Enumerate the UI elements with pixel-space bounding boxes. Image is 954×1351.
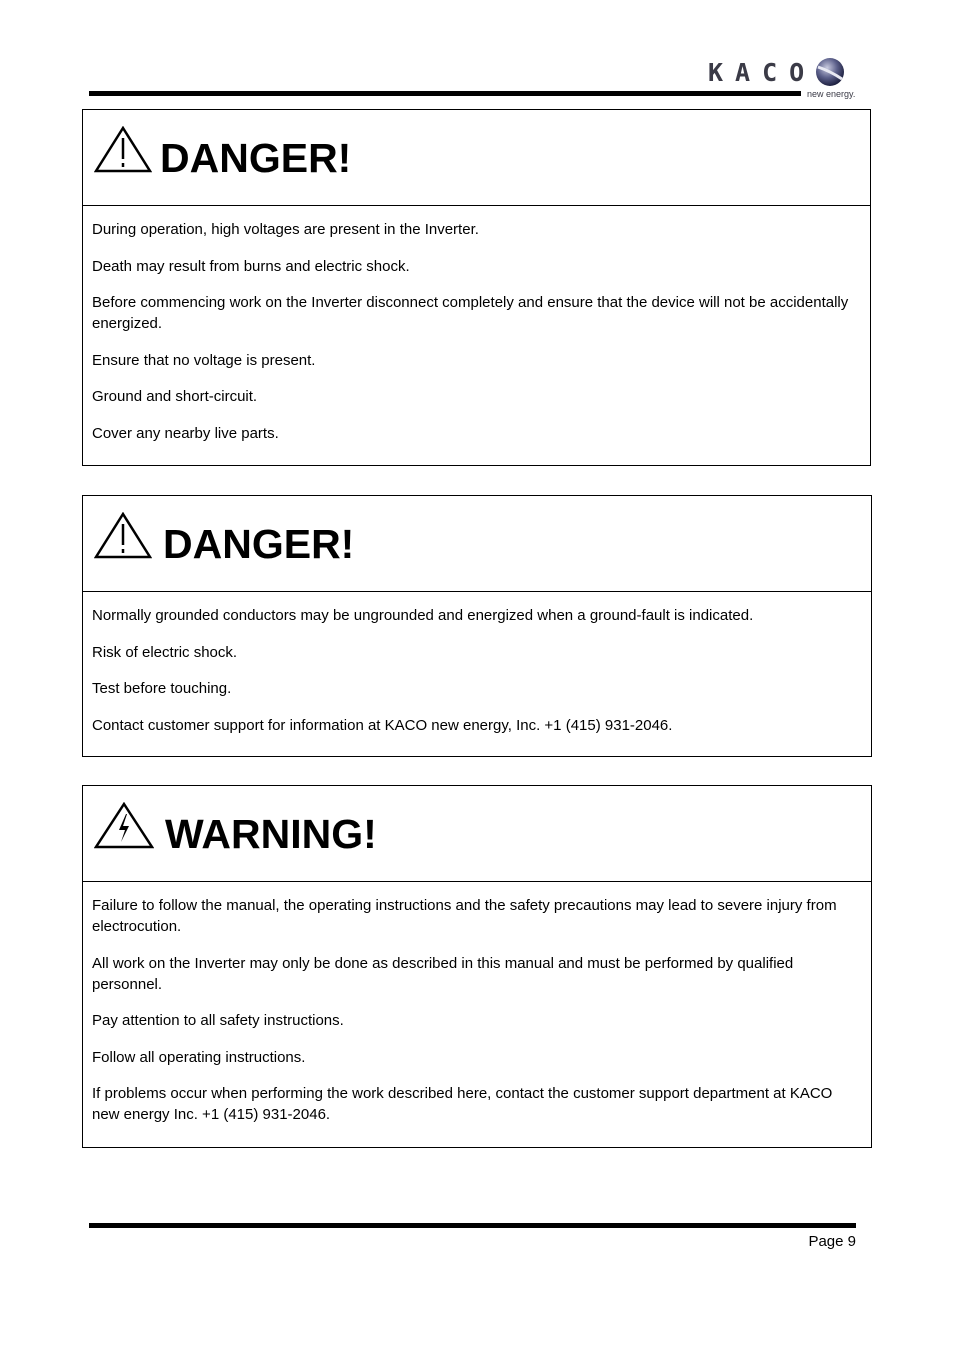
paragraph: Cover any nearby live parts. xyxy=(92,424,279,442)
box-title: DANGER! xyxy=(160,135,352,181)
header-rule xyxy=(89,91,801,96)
paragraph: Risk of electric shock. xyxy=(92,643,238,661)
logo-text: KACO xyxy=(708,58,817,87)
warning-exclamation-icon xyxy=(94,126,152,174)
danger-box-1 xyxy=(82,109,871,466)
high-voltage-icon xyxy=(94,802,154,850)
paragraph: Death may result from burns and electric shock. xyxy=(92,257,410,275)
paragraph: Before commencing work on the Inverter disconnect completely and ensure that the device will not be accidentally energized. xyxy=(92,294,849,332)
paragraph: Normally grounded conductors may be ungrounded and energized when a ground-fault is indicated. xyxy=(92,607,754,624)
paragraph: Follow all operating instructions. xyxy=(92,1048,306,1066)
paragraph: Ensure that no voltage is present. xyxy=(92,351,316,369)
danger-box-2 xyxy=(82,495,872,757)
paragraph: During operation, high voltages are present in the Inverter. xyxy=(92,221,479,238)
paragraph: Ground and short-circuit. xyxy=(92,388,258,405)
box-body xyxy=(83,206,870,444)
box-body xyxy=(83,882,871,1125)
warning-box xyxy=(82,785,872,1148)
box-body xyxy=(83,592,871,736)
warning-exclamation-icon xyxy=(94,512,152,560)
kaco-orb-icon xyxy=(815,57,845,87)
box-header xyxy=(83,786,871,882)
paragraph: Failure to follow the manual, the operating instructions and the safety precautions may lead to severe injury from electrocution. xyxy=(92,897,837,935)
logo-tagline: new energy. xyxy=(807,89,856,99)
paragraph: All work on the Inverter may only be done as described in this manual and must be performed by qualified personnel. xyxy=(92,954,794,993)
page-number: Page 9 xyxy=(808,1233,856,1250)
paragraph: Pay attention to all safety instructions. xyxy=(92,1012,344,1029)
footer-rule xyxy=(89,1223,856,1228)
box-title: WARNING! xyxy=(165,811,377,857)
paragraph: Test before touching. xyxy=(92,680,232,697)
box-title: DANGER! xyxy=(163,521,355,567)
paragraph: If problems occur when performing the work described here, contact the customer support department at KACO new energy Inc. +1 (415) 931-2046. xyxy=(92,1085,833,1123)
paragraph: Contact customer support for information at KACO new energy, Inc. +1 (415) 931-2046. xyxy=(92,716,673,734)
box-header xyxy=(83,110,870,206)
box-header xyxy=(83,496,871,592)
